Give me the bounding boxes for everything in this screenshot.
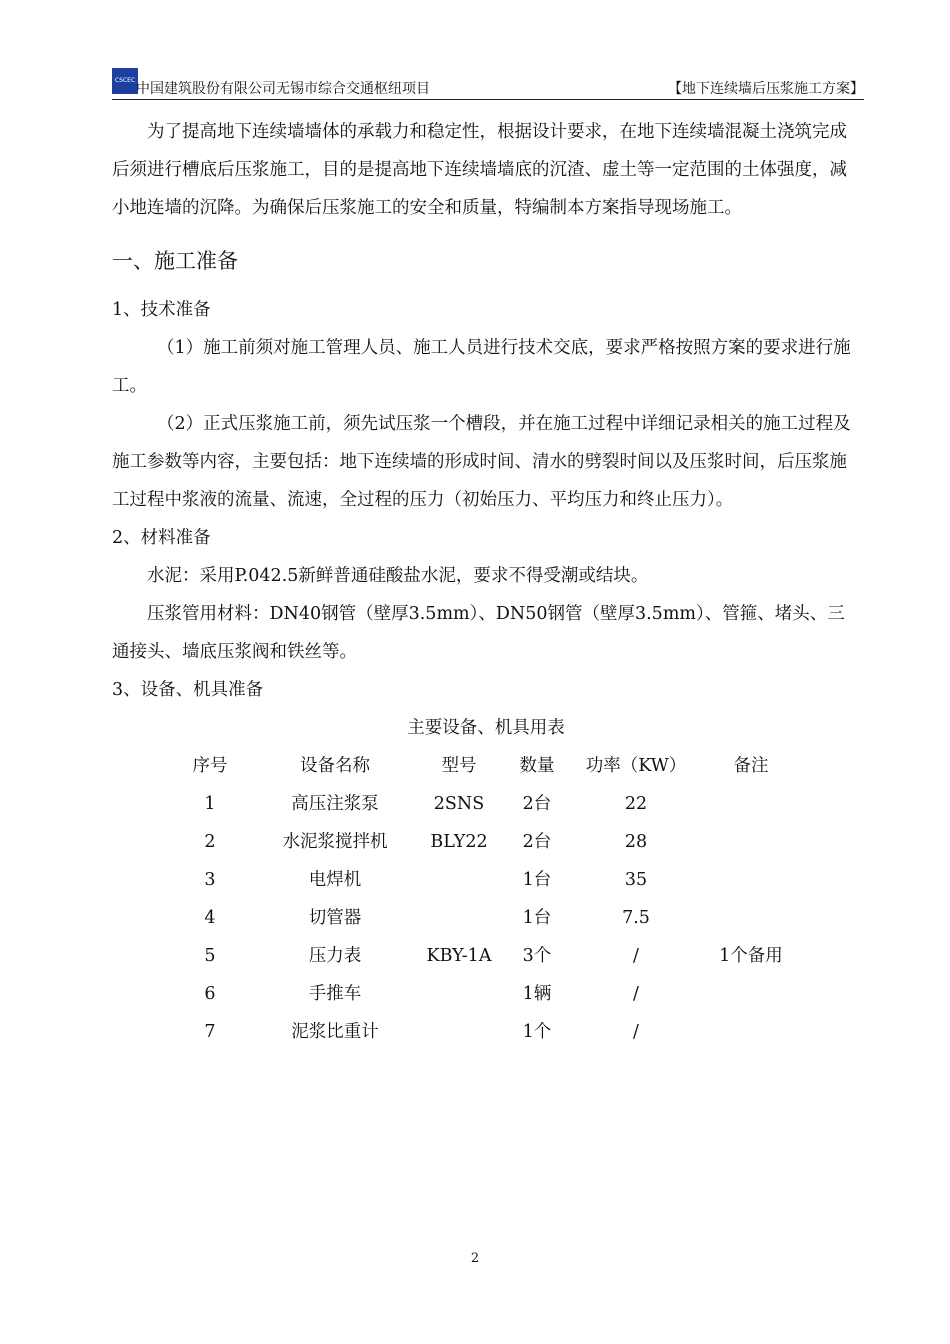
header-doc-title: 【地下连续墙后压浆施工方案】 xyxy=(668,81,864,97)
table-cell xyxy=(696,975,806,1013)
table-cell xyxy=(420,899,498,937)
table-cell xyxy=(696,785,806,823)
table-header-row xyxy=(170,747,806,785)
table-cell: 压力表 xyxy=(308,946,362,966)
page-header xyxy=(112,68,864,100)
table-cell: 1个 xyxy=(522,1022,552,1042)
table-title: 主要设备、机具用表 xyxy=(407,718,565,738)
table-row xyxy=(170,975,806,1013)
table-cell xyxy=(696,1013,806,1051)
paragraph: 压浆管用材料：DN40钢管（壁厚3.5mm）、DN50钢管（壁厚3.5mm）、管箍、堵头、三通接头、墙底压浆阀和铁丝等。 xyxy=(112,604,845,662)
table-row xyxy=(170,899,806,937)
subsection-heading: 3、设备、机具准备 xyxy=(112,680,264,700)
table-cell: 7.5 xyxy=(622,908,650,928)
table-cell: 2SNS xyxy=(433,794,485,814)
table-row xyxy=(170,823,806,861)
table-header-cell: 型号 xyxy=(441,756,477,776)
paragraph: （2）正式压浆施工前，须先试压浆一个槽段，并在施工过程中详细记录相关的施工过程及施工参数等内容，主要包括：地下连续墙的形成时间、清水的劈裂时间以及压浆时间，后压浆施工过程中浆液的流量、流速，全过程的压力（初始压力、平均压力和终止压力）。 xyxy=(112,414,851,510)
intro-paragraph: 为了提高地下连续墙墙体的承载力和稳定性，根据设计要求，在地下连续墙混凝土浇筑完成后须进行槽底后压浆施工，目的是提高地下连续墙墙底的沉渣、虚土等一定范围的土体强度，减小地连墙的沉降。为确保后压浆施工的安全和质量，特编制本方案指导现场施工。 xyxy=(112,122,847,218)
table-row xyxy=(170,861,806,899)
table-cell: 切管器 xyxy=(308,908,362,928)
table-header-cell: 功率（KW） xyxy=(585,756,687,776)
header-company: 中国建筑股份有限公司无锡市综合交通枢纽项目 xyxy=(136,81,430,97)
table-cell: / xyxy=(633,1022,639,1042)
section-heading: 一、施工准备 xyxy=(112,249,238,273)
table-cell xyxy=(696,823,806,861)
header-divider xyxy=(112,99,864,100)
paragraph: 水泥：采用P.042.5新鲜普通硅酸盐水泥，要求不得受潮或结块。 xyxy=(147,566,649,586)
table-cell xyxy=(696,861,806,899)
table-header-cell: 序号 xyxy=(192,756,228,776)
company-logo-icon: CSCEC xyxy=(112,68,138,94)
table-cell: 高压注浆泵 xyxy=(291,794,379,814)
table-cell: 35 xyxy=(624,870,648,890)
table-cell: 水泥浆搅拌机 xyxy=(282,832,388,852)
subsection-heading: 1、技术准备 xyxy=(112,300,211,320)
table-cell: 4 xyxy=(204,908,216,928)
table-cell: 6 xyxy=(204,984,216,1004)
table-cell: 1 xyxy=(204,794,216,814)
table-cell: 1辆 xyxy=(522,984,552,1004)
table-cell: 2 xyxy=(204,832,216,852)
equipment-table xyxy=(170,747,806,1051)
table-cell: 28 xyxy=(624,832,648,852)
paragraph: （1）施工前须对施工管理人员、施工人员进行技术交底，要求严格按照方案的要求进行施工。 xyxy=(112,338,851,396)
table-cell: 5 xyxy=(204,946,216,966)
table-cell xyxy=(420,975,498,1013)
table-cell: 7 xyxy=(204,1022,216,1042)
table-cell: 3个 xyxy=(522,946,552,966)
page-number: 2 xyxy=(470,1251,480,1266)
table-row xyxy=(170,1013,806,1051)
table-cell xyxy=(420,861,498,899)
table-cell: 电焊机 xyxy=(308,870,362,890)
document-body xyxy=(112,113,860,1051)
table-cell: 2台 xyxy=(522,794,552,814)
table-header-cell: 设备名称 xyxy=(300,756,370,776)
table-cell: 1个备用 xyxy=(719,946,783,966)
table-row xyxy=(170,937,806,975)
table-cell xyxy=(696,899,806,937)
table-header-cell: 备注 xyxy=(733,756,769,776)
table-cell: 22 xyxy=(624,794,648,814)
table-cell: 1台 xyxy=(522,908,552,928)
table-cell: 1台 xyxy=(522,870,552,890)
table-cell: / xyxy=(633,946,639,966)
table-header-cell: 数量 xyxy=(519,756,555,776)
table-cell xyxy=(420,1013,498,1051)
table-cell: BLY22 xyxy=(430,832,488,852)
table-cell: KBY-1A xyxy=(426,946,492,966)
table-cell: 手推车 xyxy=(308,984,362,1004)
table-cell: / xyxy=(633,984,639,1004)
subsection-heading: 2、材料准备 xyxy=(112,528,211,548)
table-cell: 2台 xyxy=(522,832,552,852)
table-cell: 泥浆比重计 xyxy=(291,1022,379,1042)
table-cell: 3 xyxy=(204,870,216,890)
table-row xyxy=(170,785,806,823)
